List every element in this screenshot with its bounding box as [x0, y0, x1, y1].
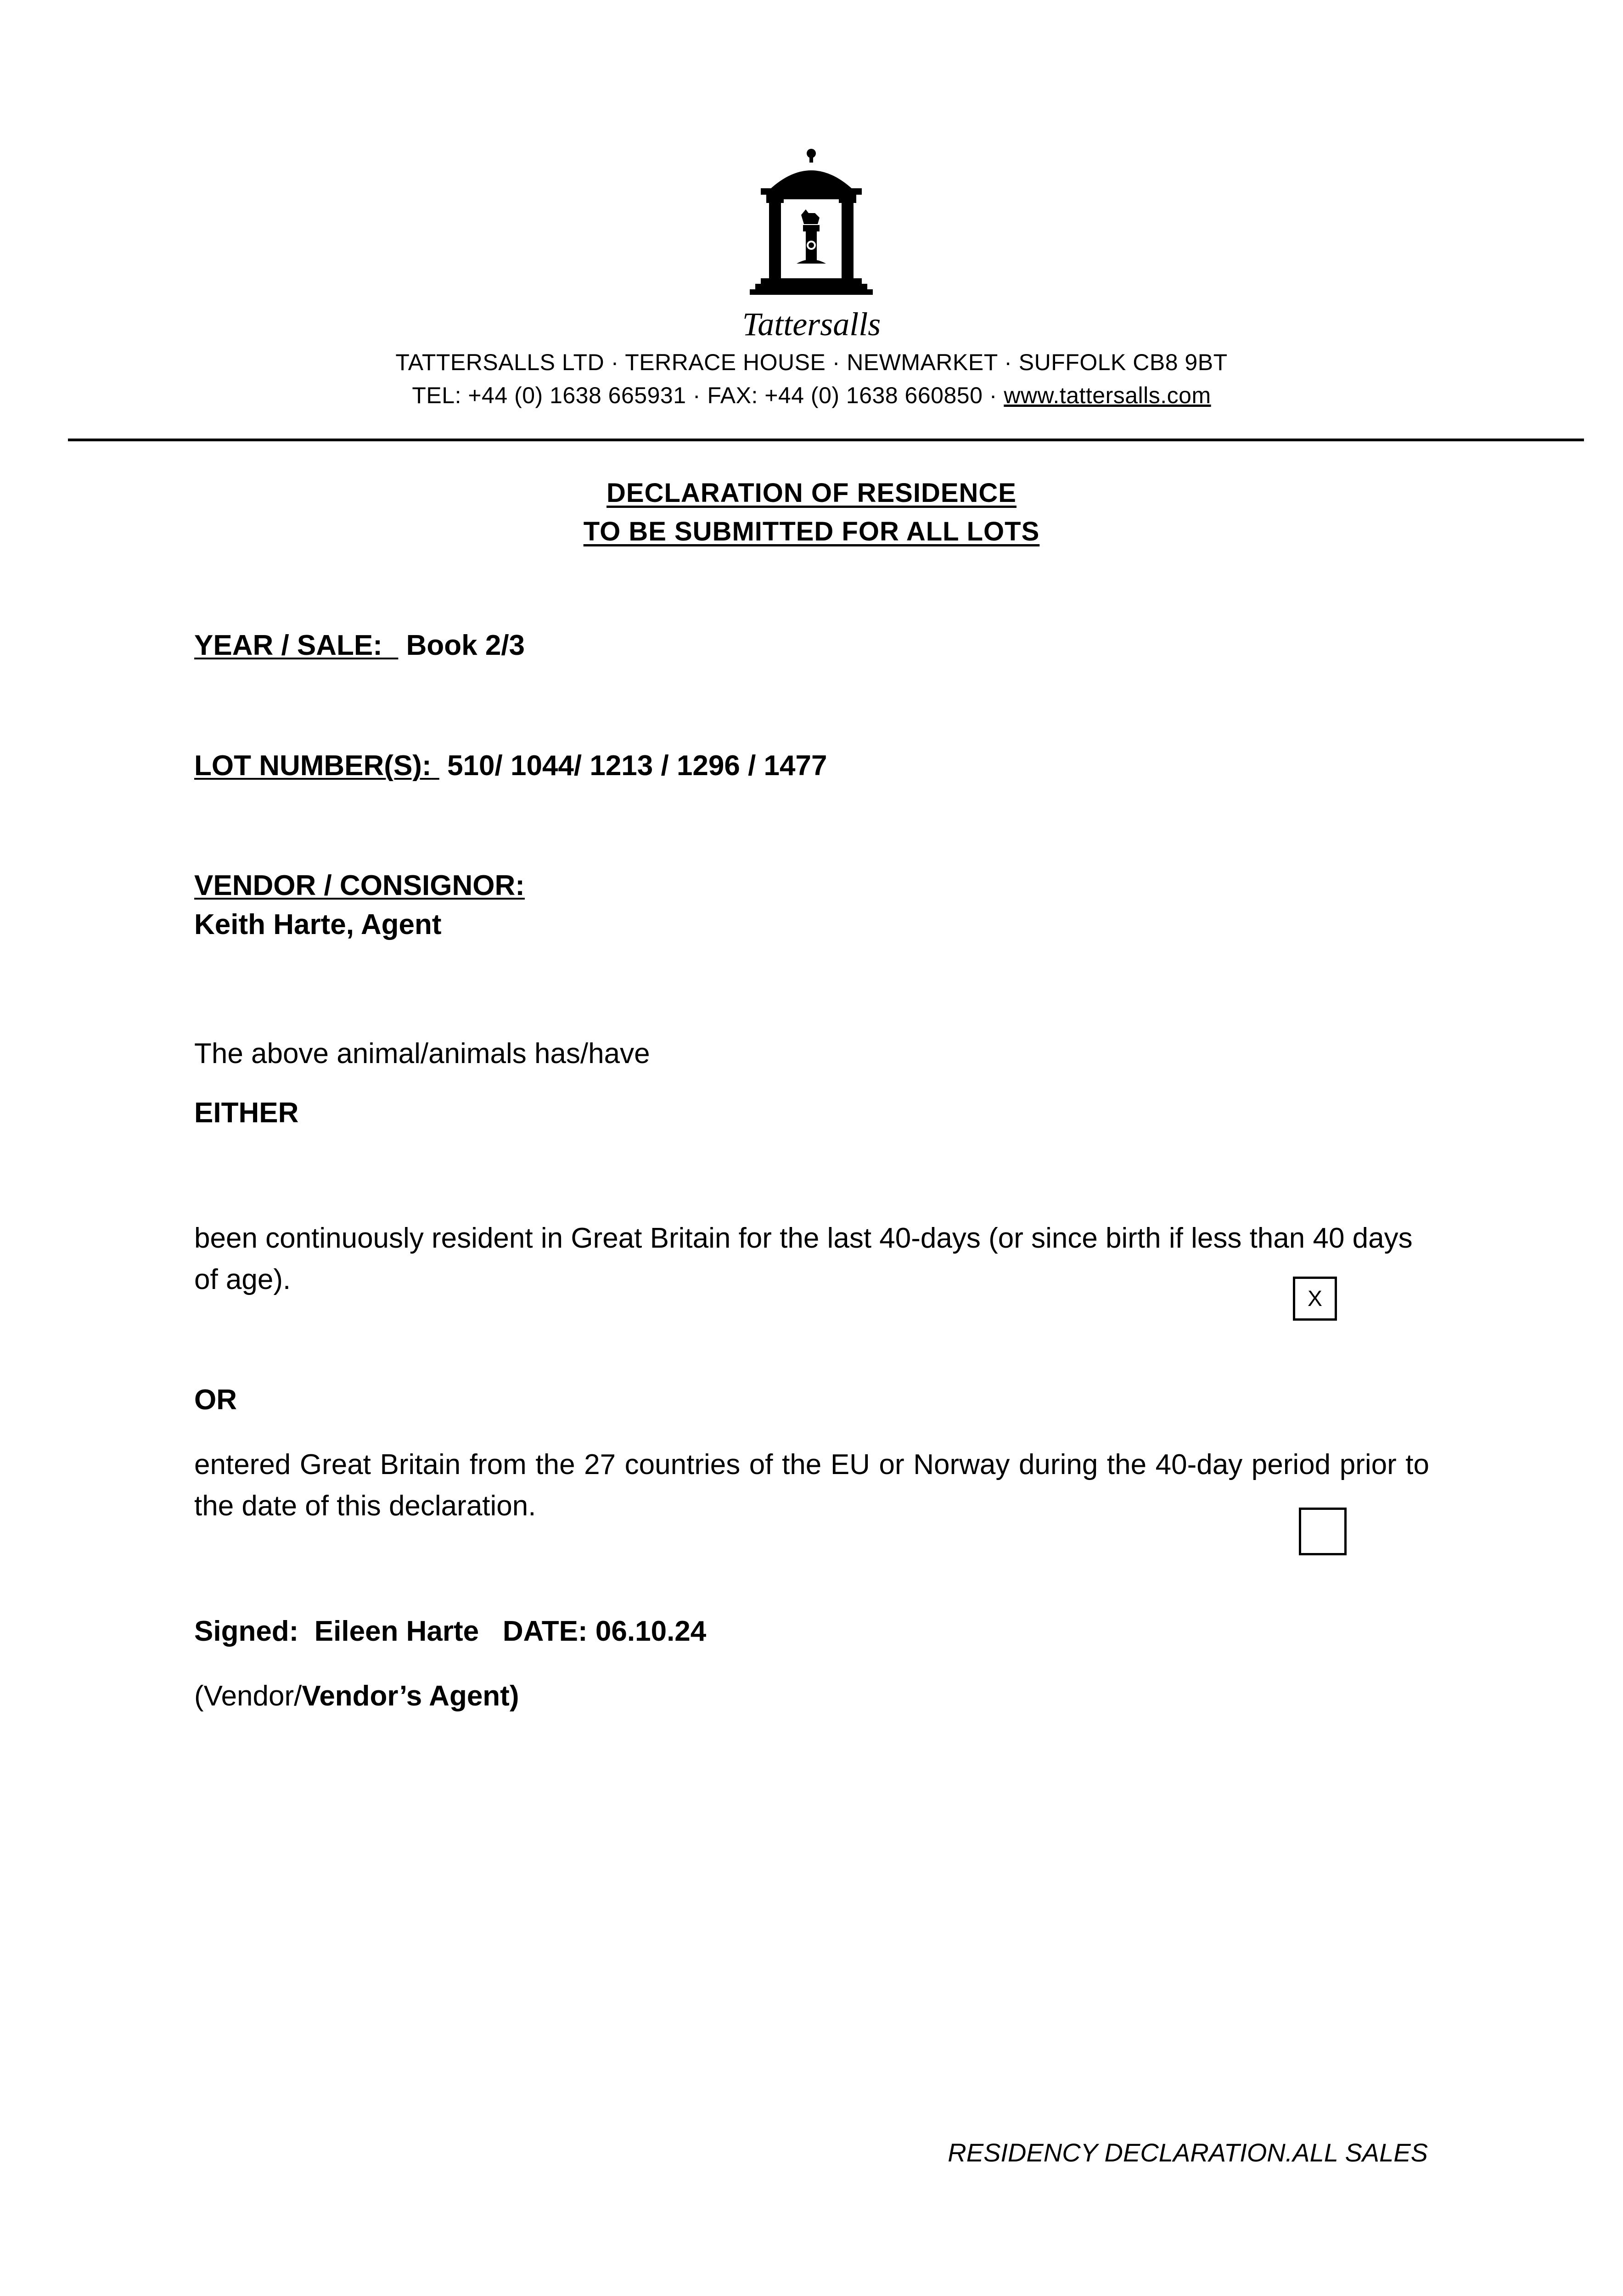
statement-intro: The above animal/animals has/have	[194, 1038, 650, 1069]
year-sale-value: Book 2/3	[406, 630, 525, 661]
logo-wordmark: Tattersalls	[742, 306, 881, 343]
option2-text: entered Great Britain from the 27 countries of the EU or Norway during the 40-day period prior to the date of this declaration.	[194, 1449, 1429, 1522]
contact-line	[0, 382, 1623, 409]
page-subtitle: TO BE SUBMITTED FOR ALL LOTS	[583, 517, 1040, 546]
option1-text: been continuously resident in Great Britain for the last 40-days (or since birth if less than 40 days of age).	[194, 1222, 1413, 1295]
header-divider	[68, 439, 1584, 441]
option2-checkbox[interactable]	[1299, 1508, 1347, 1555]
year-sale-label: YEAR / SALE:	[194, 630, 382, 661]
tattersalls-logo	[742, 147, 880, 312]
option1-checkbox[interactable]: X	[1293, 1277, 1337, 1321]
lot-numbers-value: 510/ 1044/ 1213 / 1296 / 1477	[447, 750, 827, 782]
page-title: DECLARATION OF RESIDENCE	[607, 478, 1016, 508]
footer-text: RESIDENCY DECLARATION.ALL SALES	[948, 2138, 1428, 2167]
tel-fax: TEL: +44 (0) 1638 665931 · FAX: +44 (0) 1638 660850 ·	[412, 383, 1004, 408]
either-label: EITHER	[194, 1097, 299, 1129]
signed-label: Signed:	[194, 1615, 299, 1647]
lot-numbers-label: LOT NUMBER(S):	[194, 750, 432, 782]
signature-line	[194, 1615, 706, 1648]
signer-role-bold: Vendor’s Agent)	[302, 1680, 519, 1712]
signed-name: Eileen Harte	[314, 1615, 479, 1647]
signer-role	[194, 1680, 519, 1712]
lot-numbers-field	[194, 749, 827, 782]
date-value: 06.10.24	[595, 1615, 707, 1647]
website-link[interactable]: www.tattersalls.com	[1004, 383, 1211, 408]
or-label: OR	[194, 1384, 237, 1416]
vendor-value: Keith Harte, Agent	[194, 909, 442, 940]
year-sale-field	[194, 629, 525, 662]
vendor-label: VENDOR / CONSIGNOR:	[194, 870, 525, 901]
signer-role-prefix: (Vendor/	[194, 1680, 302, 1712]
date-label: DATE:	[502, 1615, 588, 1647]
company-address: TATTERSALLS LTD · TERRACE HOUSE · NEWMARKET · SUFFOLK CB8 9BT	[395, 349, 1228, 375]
